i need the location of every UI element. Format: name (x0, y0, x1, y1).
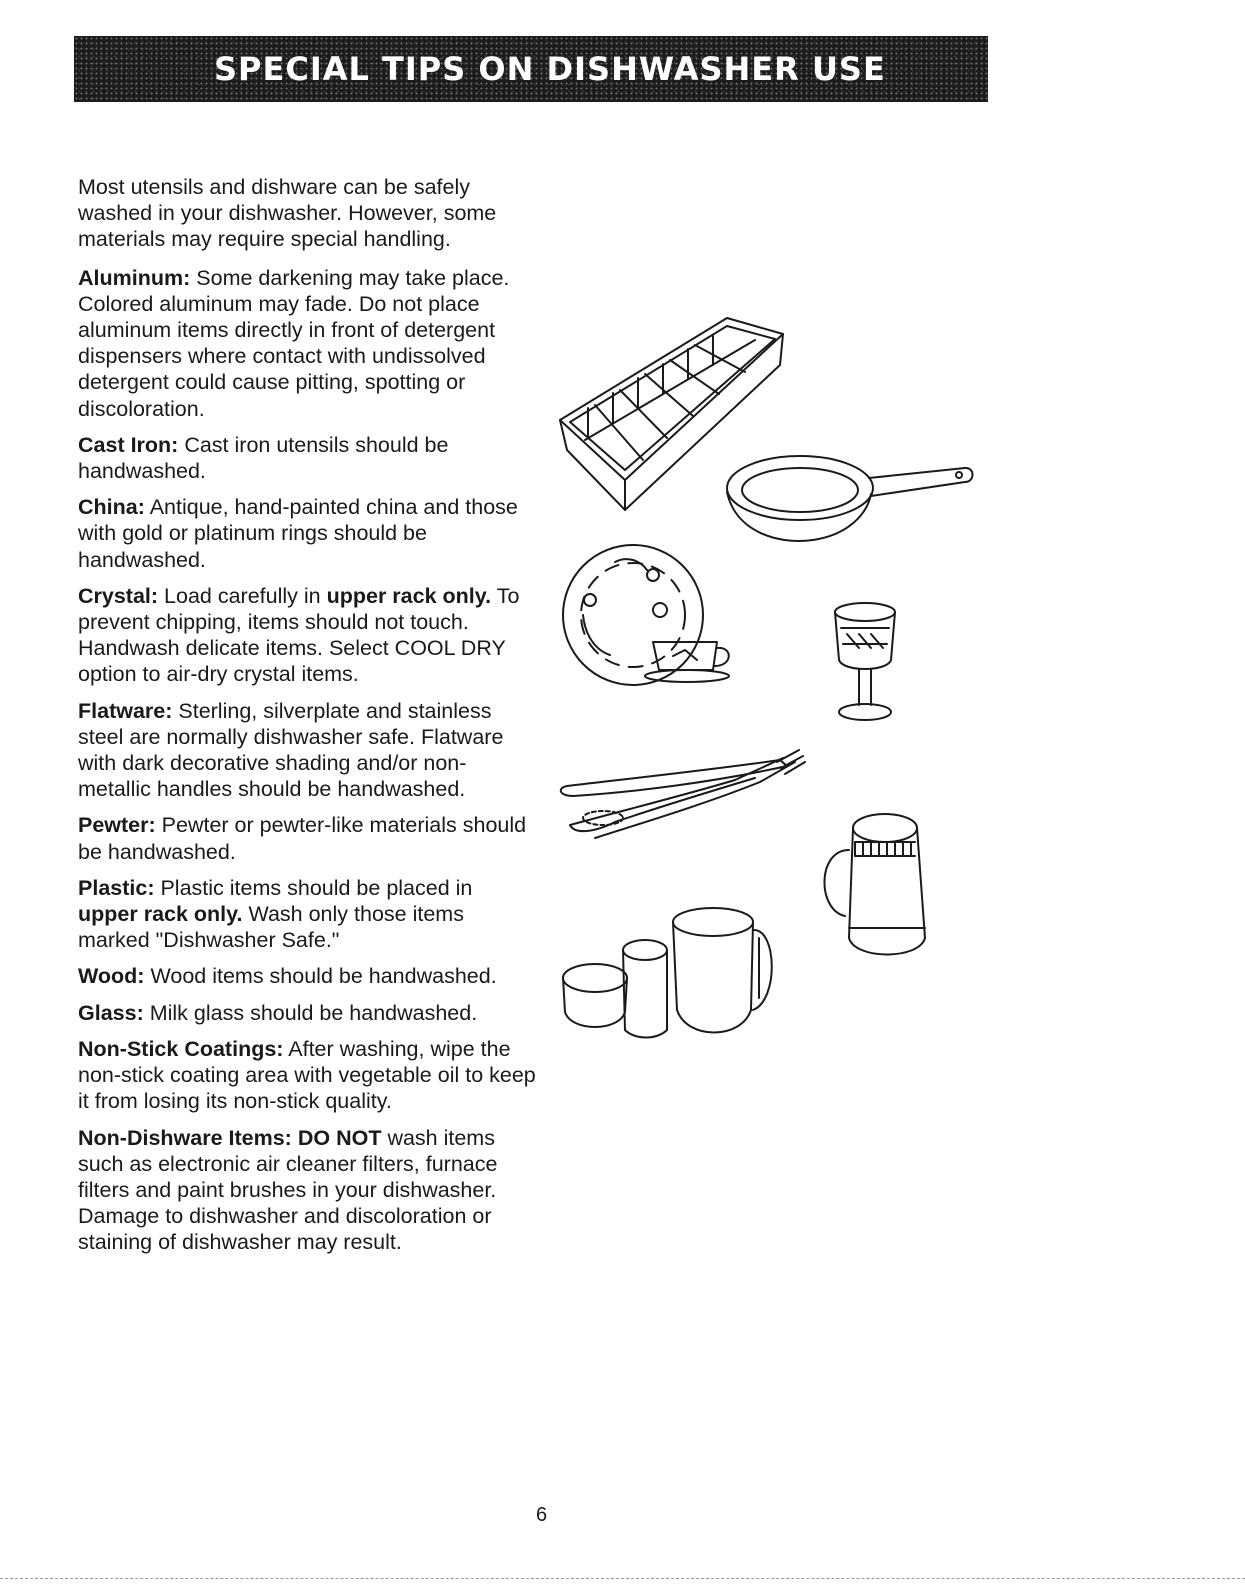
tip-text: Sterling, silverplate and stainless steel are normally dishwasher safe. Flatware with dark decorative shading and/or non-metallic handles should be handwashed. (78, 698, 504, 802)
tip-term: Glass: (78, 1000, 144, 1025)
tip-text: Wood items should be handwashed. (150, 964, 497, 989)
tip-text: Plastic items should be placed in (160, 875, 473, 900)
flatware-icon (561, 750, 805, 838)
skillet-icon (727, 456, 973, 541)
tip-term: Crystal: (78, 583, 159, 608)
teacup-icon (645, 642, 729, 682)
page-number: 6 (536, 1504, 548, 1526)
tip-term: Flatware: (78, 698, 173, 723)
tip-text: Load carefully in (164, 583, 321, 608)
tip-china (78, 494, 538, 573)
ice-tray-icon (560, 318, 783, 510)
tip-text: wash items such as electronic air cleaner filters, furnace filters and paint brushes in your dishwasher. Damage to dishwasher and discoloration or staining of dishwasher may result. (78, 1125, 498, 1255)
tip-flatware (78, 698, 538, 803)
tip-plastic (78, 875, 538, 954)
tip-term: Aluminum: (78, 265, 191, 290)
tip-non-stick (78, 1036, 538, 1115)
tip-emphasis: DO NOT (297, 1125, 382, 1150)
plastic-containers-icon (563, 908, 772, 1038)
pewter-pitcher-icon (824, 814, 925, 955)
tip-wood (78, 963, 538, 989)
tip-aluminum (78, 265, 538, 422)
tip-text: Antique, hand-painted china and those with gold or platinum rings should be handwashed. (78, 495, 518, 572)
tip-term: China: (78, 495, 145, 520)
tip-emphasis: upper rack only. (326, 583, 492, 608)
tip-term: Wood: (78, 964, 145, 989)
tip-term: Non-Stick Coatings: (78, 1036, 284, 1061)
tip-pewter (78, 812, 538, 864)
china-plate-icon (563, 545, 703, 685)
tip-emphasis: upper rack only. (78, 902, 243, 927)
page-header-banner (74, 36, 988, 102)
tip-text: After washing, wipe the non-stick coating area with vegetable oil to keep it from losing its non-stick quality. (78, 1036, 536, 1114)
tip-non-dishware (78, 1125, 538, 1256)
tip-text: Cast iron utensils should be handwashed. (78, 432, 449, 484)
tip-cast-iron (78, 432, 538, 484)
intro-paragraph: Most utensils and dishware can be safely washed in your dishwasher. However, some materials may require special handling. (78, 175, 497, 252)
tip-text: Wash only those items marked "Dishwasher Safe." (78, 902, 464, 953)
tip-term: Cast Iron: (78, 432, 179, 457)
dishware-illustrations (555, 310, 995, 1070)
tip-text: Some darkening may take place. Colored aluminum may fade. Do not place aluminum items directly in front of detergent dispensers where contact with undissolved detergent could cause pitting, spotting or discoloration. (78, 265, 510, 421)
page-bottom-rule (0, 1578, 1245, 1580)
tip-crystal (78, 583, 538, 688)
tips-body (78, 174, 538, 1266)
tip-text: Pewter or pewter-like materials should be handwashed. (78, 813, 527, 864)
tip-text: To prevent chipping, items should not touch. Handwash delicate items. Select COOL DRY option to air-dry crystal items. (78, 583, 520, 687)
tip-text: Milk glass should be handwashed. (149, 1000, 478, 1025)
page-title: SPECIAL TIPS ON DISHWASHER USE (214, 50, 886, 88)
tip-glass (78, 1000, 538, 1026)
crystal-goblet-icon (835, 603, 895, 720)
tip-term: Plastic: (78, 875, 155, 900)
tip-term: Pewter: (78, 813, 156, 838)
tip-term: Non-Dishware Items: (78, 1125, 292, 1150)
